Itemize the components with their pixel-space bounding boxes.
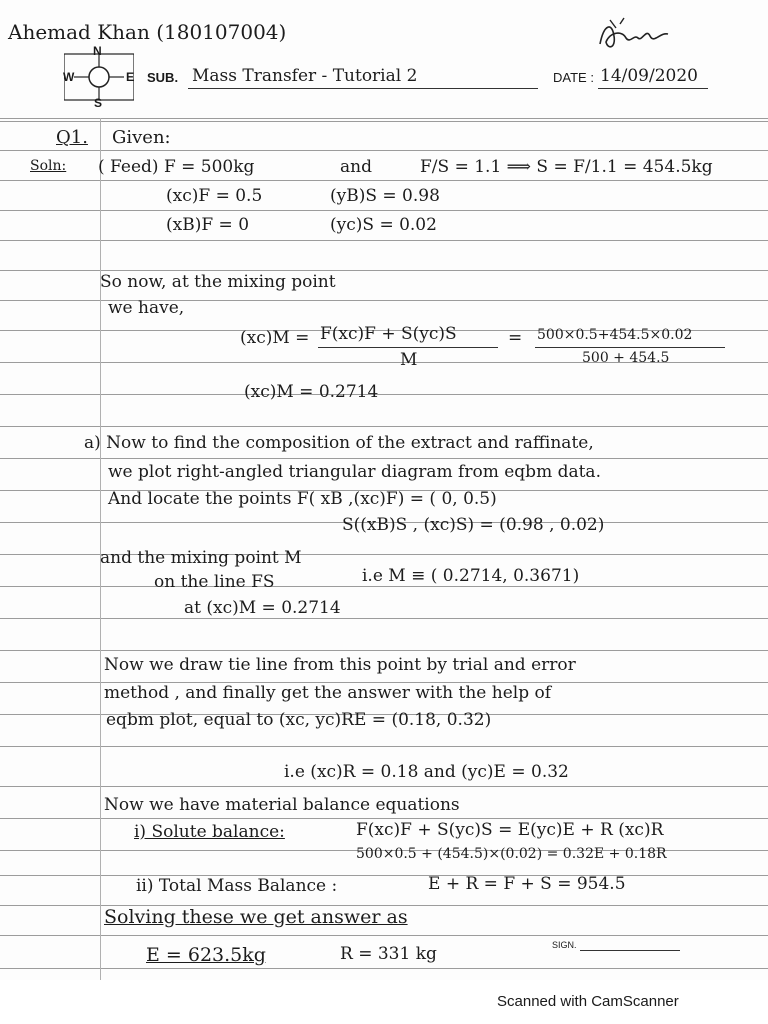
compass-west: W: [63, 70, 75, 84]
solute-balance-equation: F(xc)F + S(yc)S = E(yc)E + R (xc)R: [356, 820, 664, 840]
ruled-line: [0, 118, 768, 119]
ruled-line: [0, 786, 768, 787]
date: 14/09/2020: [600, 66, 698, 86]
answer-raffinate: R = 331 kg: [340, 944, 437, 964]
ruled-line: [0, 240, 768, 241]
ruled-line: [0, 875, 768, 876]
ruled-line: [0, 618, 768, 619]
ratio-equation: F/S = 1.1 ⟹ S = F/1.1 = 454.5kg: [420, 157, 713, 177]
compass-south: S: [94, 96, 103, 110]
ruled-line: [0, 458, 768, 459]
question-label: Q1.: [56, 127, 88, 148]
part-a-line-2: we plot right-angled triangular diagram from eqbm data.: [108, 462, 601, 482]
xc-feed: (xc)F = 0.5: [166, 186, 263, 206]
mixing-intro-2: we have,: [108, 298, 185, 318]
feed-value: ( Feed) F = 500kg: [98, 157, 255, 177]
part-a-line-6: on the line FS: [154, 572, 275, 592]
ruled-line: [0, 968, 768, 969]
part-a-line-12: Now we have material balance equations: [104, 795, 460, 815]
solute-balance-label: i) Solute balance:: [134, 822, 285, 842]
solution-label: Soln:: [30, 158, 67, 174]
mix-eq-value-numerator: 500×0.5+454.5×0.02: [537, 327, 693, 343]
student-name: Ahemad Khan (180107004): [8, 20, 287, 44]
ruled-line: [0, 270, 768, 271]
scanner-watermark: Scanned with CamScanner: [497, 993, 679, 1010]
subject-label: SUB.: [147, 70, 179, 85]
ruled-line: [0, 210, 768, 211]
ruled-line: [0, 426, 768, 427]
mix-eq-lhs: (xc)M =: [240, 328, 310, 348]
yc-solvent: (yc)S = 0.02: [330, 215, 437, 235]
mix-eq-denominator: M: [400, 350, 418, 370]
ruled-line: [0, 394, 768, 395]
fraction-bar: [535, 347, 725, 348]
part-a-line-8: Now we draw tie line from this point by trial and error: [104, 655, 576, 675]
part-a-line-3: And locate the points F( xB ,(xc)F) = ( 0, 0.5): [108, 489, 497, 509]
answer-extract: E = 623.5kg: [146, 944, 266, 966]
xb-feed: (xB)F = 0: [166, 215, 250, 235]
part-a-line-5: and the mixing point M: [100, 548, 302, 568]
total-balance-label: ii) Total Mass Balance :: [136, 876, 338, 896]
ruled-line: [0, 180, 768, 181]
compass-east: E: [126, 70, 135, 84]
given-label: Given:: [112, 127, 171, 148]
part-a-line-10: eqbm plot, equal to (xc, yc)RE = (0.18, 0.32): [106, 710, 492, 730]
subject-underline: [188, 88, 538, 89]
mix-eq-equals: =: [508, 328, 523, 348]
ruled-line: [0, 935, 768, 936]
ruled-line: [0, 586, 768, 587]
ruled-line: [0, 818, 768, 819]
subject: Mass Transfer - Tutorial 2: [192, 66, 418, 86]
mixing-intro-1: So now, at the mixing point: [100, 272, 336, 292]
ruled-line: [0, 121, 768, 122]
and-word: and: [340, 157, 372, 177]
solute-balance-numbers: 500×0.5 + (454.5)×(0.02) = 0.32E + 0.18R: [356, 846, 667, 862]
sign-label: SIGN.: [552, 940, 577, 950]
ruled-line: [0, 746, 768, 747]
part-a-line-11: i.e (xc)R = 0.18 and (yc)E = 0.32: [284, 762, 569, 782]
mixing-result: (xc)M = 0.2714: [244, 382, 379, 402]
mix-eq-value-denominator: 500 + 454.5: [582, 350, 670, 366]
date-underline: [598, 88, 708, 89]
total-balance-equation: E + R = F + S = 954.5: [428, 874, 626, 894]
fraction-bar: [318, 347, 498, 348]
date-label: DATE :: [553, 70, 594, 85]
signature-mark: [590, 14, 680, 58]
mixing-point-coordinates: i.e M ≡ ( 0.2714, 0.3671): [362, 566, 580, 586]
mix-eq-numerator: F(xc)F + S(yc)S: [320, 324, 457, 344]
compass-north: N: [93, 44, 102, 58]
ruled-line: [0, 650, 768, 651]
yb-solvent: (yB)S = 0.98: [330, 186, 440, 206]
part-a-line-9: method , and finally get the answer with the help of: [104, 683, 552, 703]
part-a-line-7: at (xc)M = 0.2714: [184, 598, 341, 618]
sign-line: [580, 950, 680, 951]
part-a-line-4: S((xB)S , (xc)S) = (0.98 , 0.02): [342, 515, 605, 535]
ruled-line: [0, 150, 768, 151]
part-a-line-16: Solving these we get answer as: [104, 906, 408, 928]
part-a-line-1: a) Now to find the composition of the extract and raffinate,: [84, 433, 594, 453]
